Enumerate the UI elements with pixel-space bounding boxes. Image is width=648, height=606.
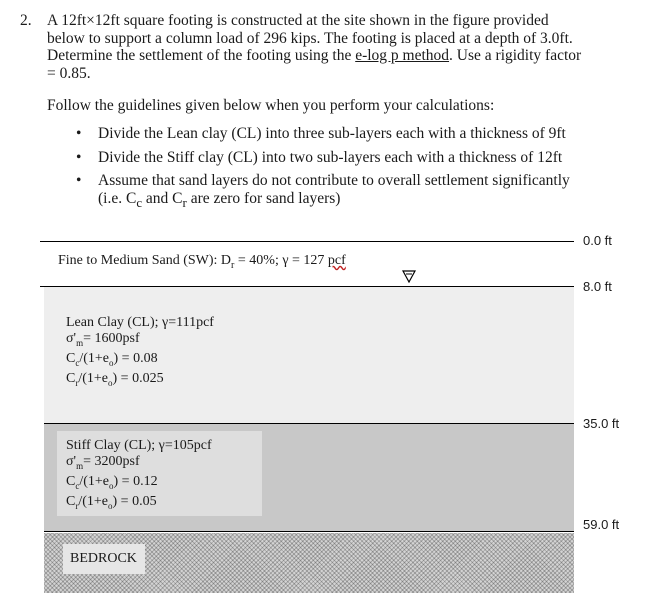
bullet-icon: • bbox=[76, 148, 82, 166]
stiff-clay-properties: Stiff Clay (CL); γ=105pcf $\sigma'_m= 3200psf$ $C_c/(1+e_o) = 0.12$ $C_r/(1+e_o) = 0.05$ bbox=[66, 438, 212, 511]
list-item: • Divide the Lean clay (CL) into three sub-layers each with a thickness of 9ft bbox=[76, 125, 566, 142]
problem-line-1: A 12ft×12ft square footing is constructed at the site shown in the figure provided bbox=[47, 12, 549, 29]
sand-layer-label: Fine to Medium Sand (SW): $D_r = 40\%$; γ = 127 pcf bbox=[58, 253, 346, 271]
depth-label-35: 35.0 ft bbox=[583, 416, 620, 431]
problem-number: 2. bbox=[20, 12, 32, 29]
bullet-icon: • bbox=[76, 172, 82, 189]
guidelines-list bbox=[72, 125, 612, 217]
list-item: • Divide the Stiff clay (CL) into two sub-layers each with a thickness of 12ft bbox=[76, 148, 563, 166]
list-item: • Assume that sand layers do not contribute to overall settlement significantly (i.e. $C_c$ and $C_r$ are zero for sand layers) bbox=[76, 172, 570, 210]
lean-clay-properties: Lean Clay (CL); γ=111pcf $\sigma'_m= 1600psf$ $C_c/(1+e_o) = 0.08$ $C_r/(1+e_o) = 0.025$ bbox=[66, 315, 214, 388]
clay-bedrock-boundary-line bbox=[44, 531, 574, 532]
depth-label-8: 8.0 ft bbox=[583, 279, 612, 294]
bullet-icon: • bbox=[76, 125, 82, 142]
bedrock-label: BEDROCK bbox=[70, 551, 137, 566]
ground-surface-line bbox=[40, 241, 574, 242]
problem-line-3: Determine the settlement of the footing using the e-log p method. Use a rigidity factor bbox=[47, 47, 582, 64]
method-name: e-log p method bbox=[355, 47, 450, 64]
problem-line-4: = 0.85. bbox=[47, 64, 91, 82]
problem-line-2: below to support a column load of 296 kips. The footing is placed at a depth of 3.0ft. bbox=[47, 29, 573, 47]
depth-label-0: 0.0 ft bbox=[583, 233, 612, 248]
guidelines-intro: Follow the guidelines given below when you perform your calculations: bbox=[47, 97, 495, 114]
problem-text bbox=[47, 12, 620, 82]
depth-label-59: 59.0 ft bbox=[583, 517, 620, 532]
problem-statement bbox=[20, 12, 620, 82]
